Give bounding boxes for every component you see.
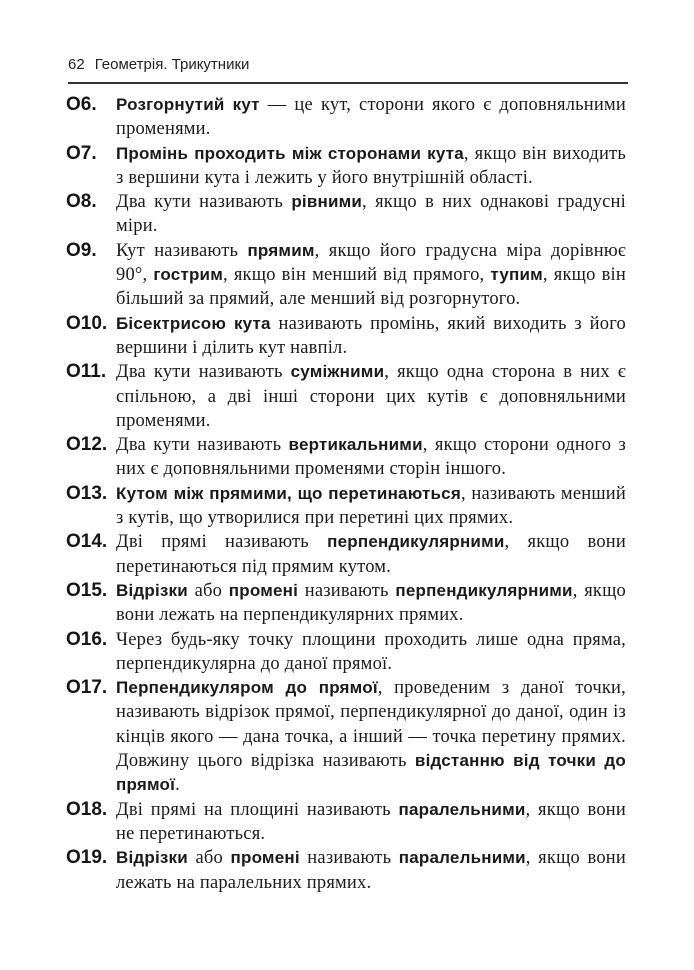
definition-text [116, 482, 626, 531]
chapter-title: Геометрія. Трикутники [94, 56, 250, 73]
text-run: називають [299, 848, 399, 869]
definition-text [116, 433, 626, 482]
term-bold: перпендикулярними [395, 580, 573, 600]
text-run: або [187, 580, 229, 601]
term-bold: відстанню від точки до прямої [116, 751, 626, 795]
definition-text [116, 312, 626, 361]
definition-text [116, 676, 626, 797]
term-bold: Відрізки [116, 580, 188, 600]
term-bold: тупим [490, 265, 543, 285]
definitions-list [66, 93, 626, 895]
definition-label: О12. [66, 434, 108, 456]
definition-label: О14. [66, 531, 108, 553]
text-run: — це кут, сторони якого є доповняльними променями. [116, 95, 627, 140]
definition-item [66, 846, 626, 895]
definition-item [66, 676, 626, 797]
definition-text [116, 846, 626, 895]
running-header [68, 56, 626, 74]
text-run: , якщо він більший за прямий, але менший від розгорнутого. [116, 265, 626, 310]
definition-label: О7. [66, 142, 97, 164]
text-run: , якщо вони лежать на паралельних прямих. [116, 848, 626, 893]
term-bold: Перпендикуляром до прямої [116, 678, 378, 698]
term-bold: перпендикулярними [327, 532, 505, 552]
term-bold: рівними [291, 192, 363, 212]
definition-item [66, 530, 626, 579]
definition-text [116, 190, 626, 239]
definition-item [66, 433, 626, 482]
definition-label: О19. [66, 847, 108, 869]
header-rule [68, 82, 628, 84]
text-run: , якщо вони не перетинаються. [116, 799, 626, 844]
definition-label: О15. [66, 579, 108, 601]
term-bold: паралельними [398, 848, 526, 868]
definition-label: О16. [66, 628, 108, 650]
definition-item [66, 482, 626, 531]
term-bold: паралельними [398, 799, 526, 819]
text-run: Через будь-яку точку площини проходить лише одна пряма, перпендикулярна до даної прямої. [116, 629, 626, 674]
term-bold: Відрізки [116, 848, 188, 868]
definition-text [116, 93, 626, 142]
term-bold: прямим [247, 240, 315, 260]
term-bold: Бісектрисою кута [116, 313, 271, 333]
page-number: 62 [68, 56, 85, 73]
text-run: , якщо в них однакові градусні міри. [116, 192, 626, 237]
definition-text [116, 239, 626, 312]
text-run: Дві прямі на площині називають [116, 799, 399, 820]
definition-item [66, 142, 626, 191]
text-run: , якщо він менший від прямого, [222, 265, 491, 286]
text-run: Кут називають [116, 240, 248, 261]
definition-item [66, 190, 626, 239]
definition-label: О10. [66, 312, 108, 334]
text-run: , називають менший з кутів, що утворилися при перетині цих прямих. [116, 483, 626, 529]
term-bold: промені [228, 580, 299, 600]
definition-text [116, 142, 626, 191]
definition-text [116, 628, 626, 677]
definition-label: О11. [66, 361, 107, 383]
definition-label: О18. [66, 798, 108, 820]
term-bold: суміжними [290, 362, 385, 382]
definition-text [116, 360, 626, 433]
definition-item [66, 798, 626, 847]
definition-label: О6. [66, 94, 97, 115]
text-run: , якщо його градусна міра дорівнює 90°, [116, 240, 626, 286]
term-bold: Кутом між прямими, що перетинаються [116, 483, 461, 503]
text-run: , якщо він виходить з вершини кута і лежить у його внутрішній області. [116, 143, 626, 188]
definition-label: О17. [66, 677, 108, 699]
text-run: , якщо одна сторона в них є спільною, а дві інші сторони цих кутів є доповняльними променями. [116, 362, 626, 431]
text-run: називають промінь, який виходить з його вершини і ділить кут навпіл. [116, 313, 626, 358]
definition-item [66, 579, 626, 628]
definition-item [66, 360, 626, 433]
definition-item [66, 312, 626, 361]
text-run: Два кути називають [116, 192, 292, 213]
text-run: , якщо вони перетинаються під прямим кутом. [116, 532, 627, 577]
definition-text [116, 579, 626, 628]
text-run: або [187, 848, 231, 869]
definition-label: О9. [66, 239, 97, 261]
text-run: Два кути називають [116, 362, 291, 383]
definition-text [116, 530, 626, 579]
text-run: , якщо сторони одного з них є доповняльними променями сторін іншого. [116, 435, 626, 480]
term-bold: Промінь проходить між сторонами кута [116, 143, 464, 163]
term-bold: промені [230, 848, 300, 868]
term-bold: вертикальними [288, 435, 423, 455]
definition-label: О8. [66, 191, 97, 213]
text-run: Дві прямі називають [116, 532, 328, 553]
definition-item [66, 628, 626, 677]
text-run: , якщо вони лежать на перпендикулярних прямих. [116, 580, 627, 626]
text-run: . [175, 775, 180, 796]
definition-item [66, 93, 626, 142]
term-bold: Розгорнутий кут [116, 95, 260, 114]
term-bold: гострим [153, 265, 223, 285]
definition-item [66, 239, 626, 312]
definition-text [116, 798, 626, 847]
text-run: , проведеним з даної точки, називають відрізок прямої, перпендикулярної до даної, один із кінців якого — дана точка, а інший — точка перетину прямих. Довжину цього відрізка називають [116, 678, 626, 772]
text-run: Два кути називають [116, 435, 289, 456]
definition-label: О13. [66, 482, 108, 504]
text-run: називають [298, 580, 396, 601]
